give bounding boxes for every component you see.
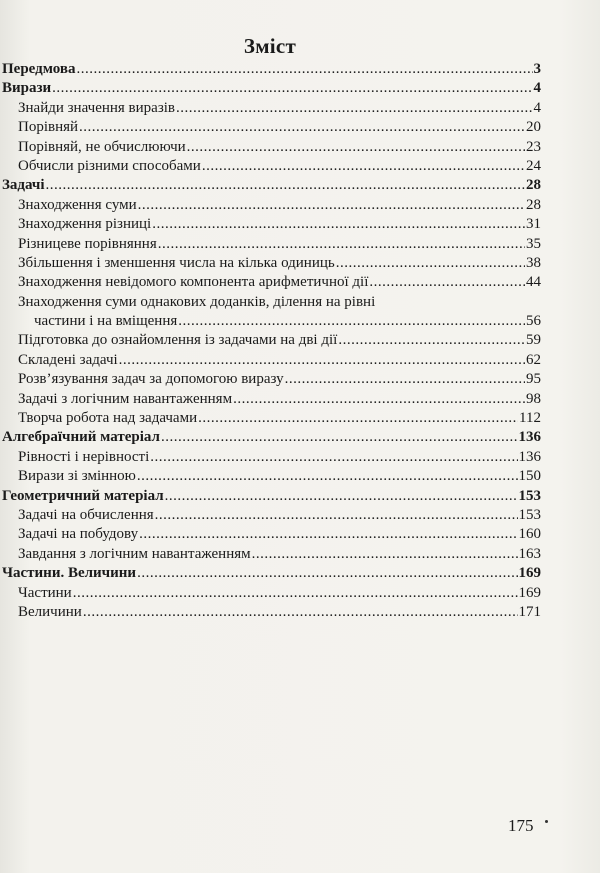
toc-entry bbox=[2, 448, 541, 467]
toc-entry bbox=[2, 506, 541, 525]
toc-entry-page: 136 bbox=[518, 429, 541, 446]
dot-leader bbox=[187, 138, 525, 157]
toc-entry-label: Знаходження невідомого компонента арифметичної дії bbox=[18, 274, 369, 291]
toc-entry-page: 4 bbox=[533, 80, 541, 97]
toc-entry-page: 35 bbox=[526, 235, 541, 252]
toc-entry-continuation bbox=[18, 312, 541, 331]
dot-leader bbox=[79, 118, 525, 137]
toc-entry bbox=[2, 273, 541, 292]
toc-entry bbox=[2, 157, 541, 176]
toc-entry-label: Рівності і нерівності bbox=[18, 448, 150, 465]
dot-leader bbox=[165, 487, 518, 506]
dot-leader bbox=[137, 564, 517, 583]
dot-leader bbox=[119, 351, 525, 370]
toc-entry-label: Знаходження суми bbox=[18, 196, 137, 213]
toc-entry-label: Вирази bbox=[2, 80, 52, 97]
toc-entry-label: Вирази зі змінною bbox=[18, 468, 136, 485]
toc-entry-label: Величини bbox=[18, 603, 82, 620]
toc-entry-label: Задачі на побудову bbox=[18, 526, 139, 543]
toc-entry bbox=[2, 235, 541, 254]
toc-entry bbox=[2, 254, 541, 273]
toc-entry-page: 24 bbox=[526, 157, 541, 174]
toc-entry bbox=[2, 196, 541, 215]
toc-entry-label: Частини. Величини bbox=[2, 565, 137, 582]
toc-entry bbox=[2, 525, 541, 544]
dot-leader bbox=[73, 584, 518, 603]
toc-entry-page: 169 bbox=[518, 565, 541, 582]
toc-entry bbox=[2, 215, 541, 234]
toc-entry-label: Задачі з логічним навантаженням bbox=[18, 390, 233, 407]
toc-entry-page: 44 bbox=[526, 274, 541, 291]
toc-entry-label: Передмова bbox=[2, 61, 76, 77]
toc-entry-label: Геометричний матеріал bbox=[2, 487, 164, 504]
toc-entry-label: Розв’язування задач за допомогою виразу bbox=[18, 371, 284, 388]
toc-entry-page: 56 bbox=[526, 313, 541, 330]
toc-entry-page: 62 bbox=[526, 351, 541, 368]
toc-entry bbox=[2, 467, 541, 486]
toc-entry bbox=[2, 60, 541, 79]
toc-entry bbox=[2, 409, 541, 428]
toc-entry-label-continued: частини і на вміщення bbox=[34, 313, 178, 330]
dot-leader bbox=[161, 428, 518, 447]
dot-leader bbox=[52, 79, 532, 98]
toc-entry bbox=[2, 79, 541, 98]
toc-entry-label: Збільшення і зменшення числа на кілька одиниць bbox=[18, 254, 335, 271]
toc-entry-page: 171 bbox=[518, 603, 541, 620]
page-number: 175 bbox=[508, 816, 534, 835]
dot-leader bbox=[178, 312, 525, 331]
dot-leader bbox=[137, 467, 518, 486]
toc-entry bbox=[2, 390, 541, 409]
toc-entry-page: 20 bbox=[526, 119, 541, 136]
dot-leader bbox=[198, 409, 518, 428]
table-of-contents bbox=[2, 60, 541, 622]
toc-entry-page: 23 bbox=[526, 138, 541, 155]
toc-entry-page: 98 bbox=[526, 390, 541, 407]
toc-entry-label: Порівняй bbox=[18, 119, 79, 136]
toc-entry bbox=[2, 351, 541, 370]
toc-entry-label: Знаходження різниці bbox=[18, 216, 152, 233]
dot-leader bbox=[233, 390, 525, 409]
toc-entry-page: 38 bbox=[526, 254, 541, 271]
toc-entry-label: Задачі bbox=[2, 177, 45, 194]
toc-entry-page: 28 bbox=[526, 196, 541, 213]
toc-entry-label: Різницеве порівняння bbox=[18, 235, 157, 252]
toc-entry-label: Задачі на обчислення bbox=[18, 506, 154, 523]
dot-leader bbox=[155, 506, 518, 525]
dot-leader bbox=[83, 603, 518, 622]
toc-entry-label: Знайди значення виразів bbox=[18, 99, 175, 116]
toc-entry-page: 169 bbox=[518, 584, 541, 601]
toc-entry bbox=[2, 428, 541, 447]
toc-entry bbox=[2, 331, 541, 350]
toc-entry-label: Алгебраїчний матеріал bbox=[2, 429, 160, 446]
dot-leader bbox=[150, 448, 517, 467]
page-title: Зміст bbox=[243, 34, 297, 58]
dot-leader bbox=[202, 157, 525, 176]
toc-entry-page: 4 bbox=[533, 99, 541, 116]
toc-entry-page: 95 bbox=[526, 371, 541, 388]
toc-entry-label: Творча робота над задачами bbox=[18, 410, 198, 427]
toc-entry-label: Підготовка до ознайомлення із задачами на дві дії bbox=[18, 332, 338, 349]
toc-entry-page: 163 bbox=[518, 545, 541, 562]
dot-leader bbox=[285, 370, 525, 389]
toc-entry bbox=[2, 487, 541, 506]
dot-leader bbox=[369, 273, 525, 292]
toc-entry-label: Обчисли різними способами bbox=[18, 157, 201, 174]
dot-leader bbox=[338, 331, 525, 350]
toc-entry-page: 136 bbox=[518, 448, 541, 465]
dot-leader bbox=[252, 545, 518, 564]
toc-entry-page: 59 bbox=[526, 332, 541, 349]
toc-entry bbox=[2, 293, 541, 332]
toc-entry bbox=[2, 118, 541, 137]
toc-entry-page: 150 bbox=[518, 468, 541, 485]
toc-entry-label: Складені задачі bbox=[18, 351, 118, 368]
dot-leader bbox=[158, 235, 525, 254]
toc-entry-page: 153 bbox=[518, 506, 541, 523]
toc-entry-label: Завдання з логічним навантаженням bbox=[18, 545, 251, 562]
dot-leader bbox=[139, 525, 517, 544]
dot-leader bbox=[152, 215, 525, 234]
toc-entry bbox=[2, 99, 541, 118]
toc-entry-page: 31 bbox=[526, 216, 541, 233]
toc-entry-page: 3 bbox=[533, 61, 541, 77]
toc-entry-label: Частини bbox=[18, 584, 72, 601]
toc-entry-page: 112 bbox=[519, 410, 541, 427]
toc-entry-page: 28 bbox=[526, 177, 541, 194]
toc-entry bbox=[2, 545, 541, 564]
toc-entry-label: Порівняй, не обчислюючи bbox=[18, 138, 186, 155]
dot-leader bbox=[46, 176, 525, 195]
toc-entry bbox=[2, 584, 541, 603]
toc-entry-label: Знаходження суми однакових доданків, ділення на рівні bbox=[18, 293, 376, 310]
toc-entry bbox=[2, 138, 541, 157]
dot-leader bbox=[176, 99, 533, 118]
toc-entry bbox=[2, 564, 541, 583]
toc-entry-page: 153 bbox=[518, 487, 541, 504]
toc-entry bbox=[2, 603, 541, 622]
ink-speck bbox=[545, 820, 548, 823]
toc-entry bbox=[2, 176, 541, 195]
dot-leader bbox=[76, 60, 532, 79]
toc-entry-page: 160 bbox=[518, 526, 541, 543]
toc-entry bbox=[2, 370, 541, 389]
dot-leader bbox=[138, 196, 525, 215]
dot-leader bbox=[336, 254, 525, 273]
